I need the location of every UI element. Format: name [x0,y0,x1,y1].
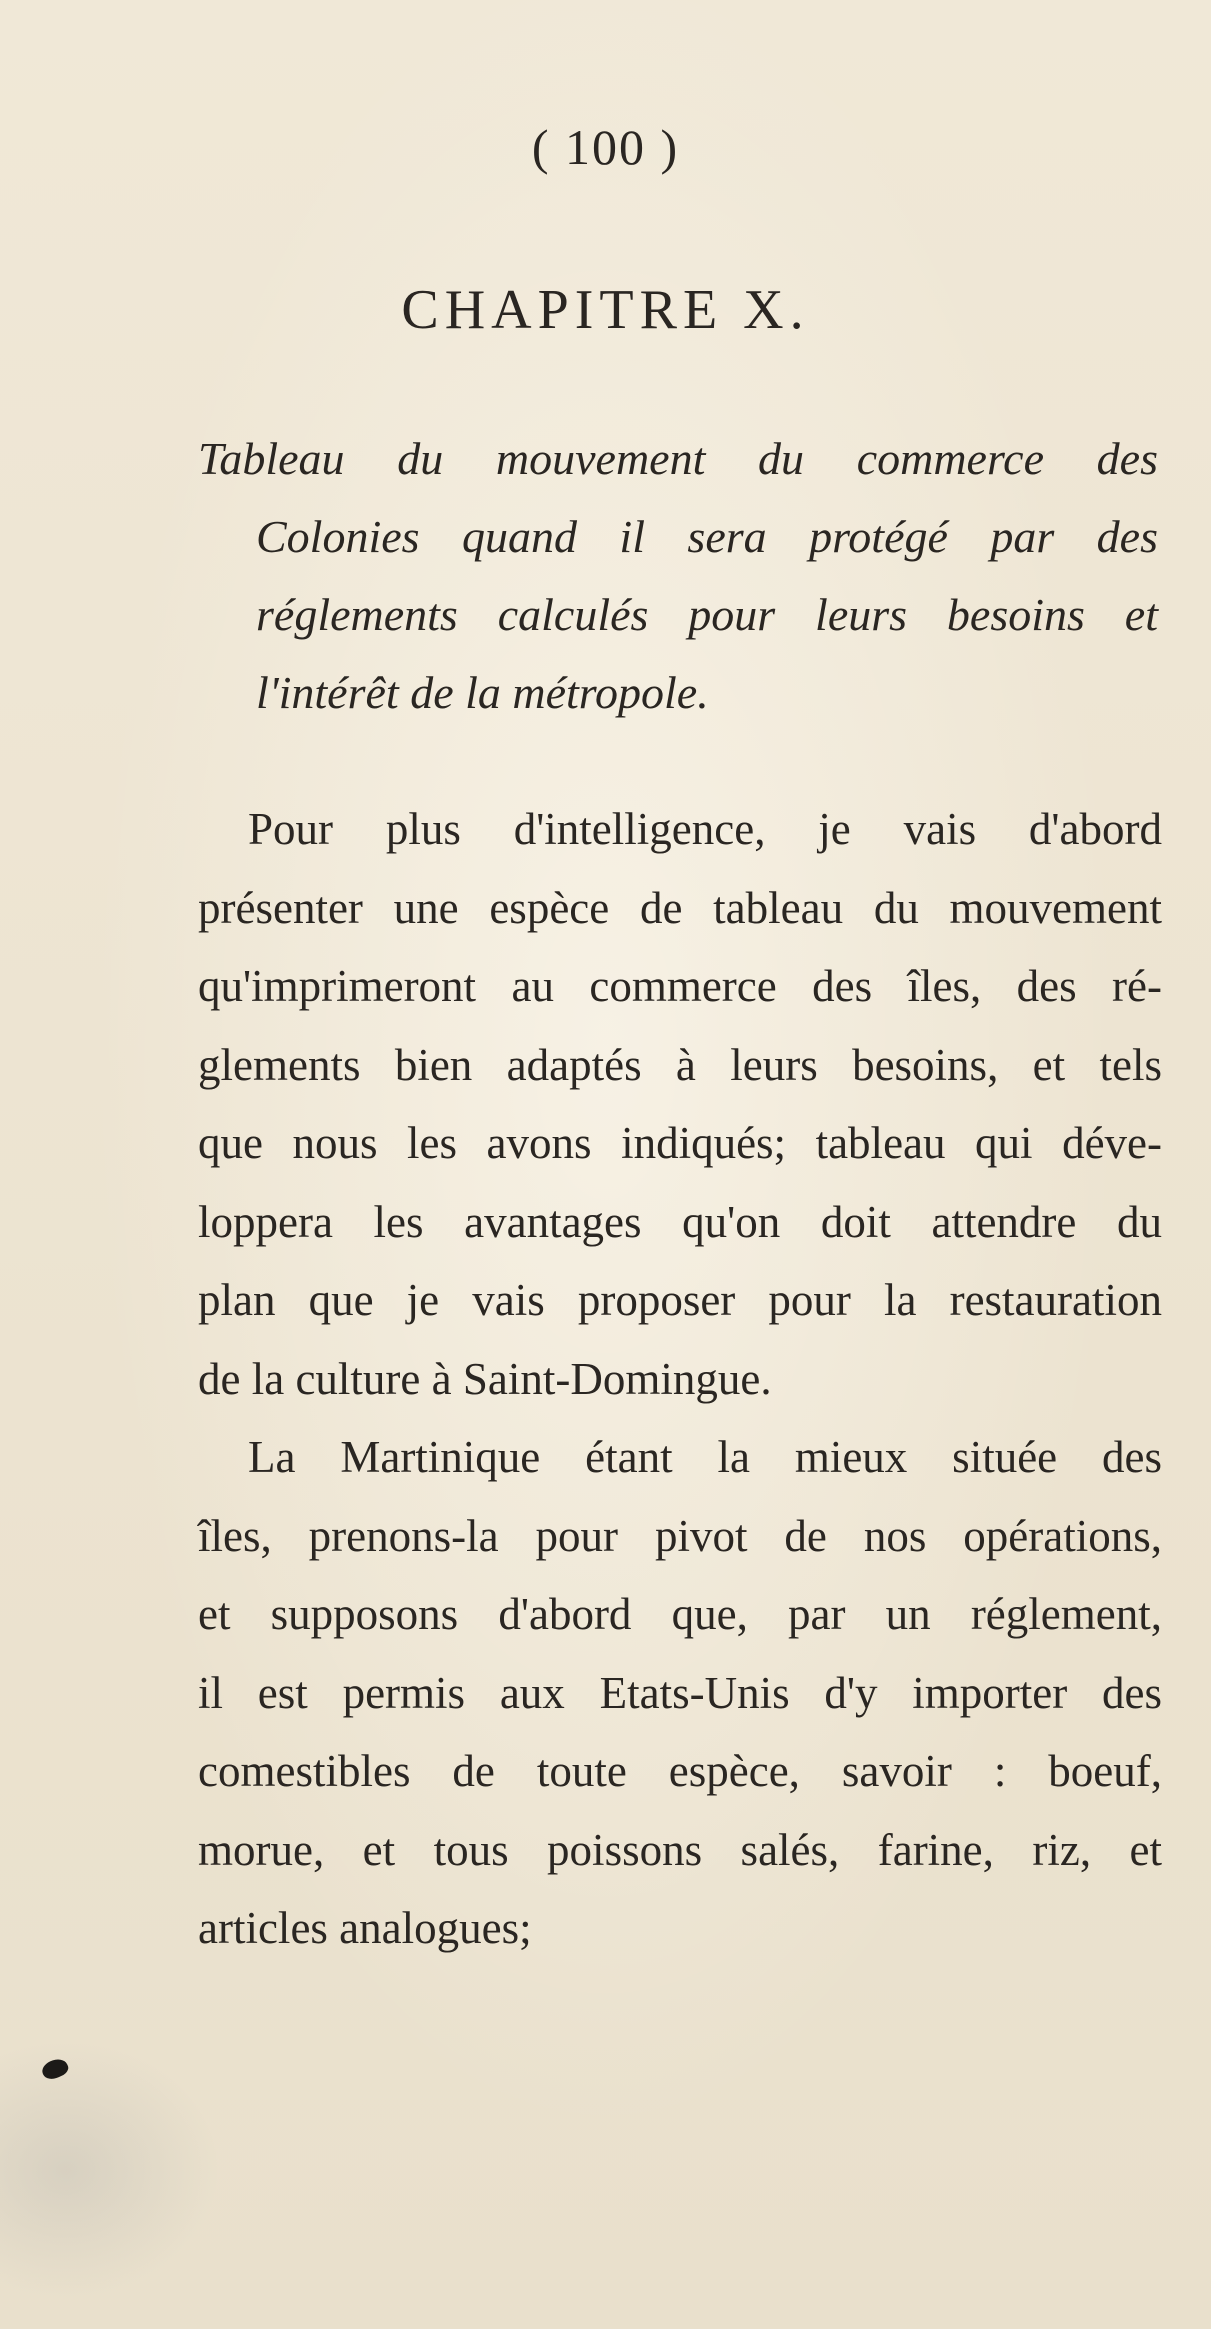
body-line: de la culture à Saint-Domingue. [198,1353,772,1404]
bleed-through-text [250,200,262,253]
body-text [198,790,1162,1968]
caption-line: réglements calculés pour leurs besoins et [256,589,1158,640]
page-number: ( 100 ) [531,119,680,175]
body-line: morue, et tous poissons salés, farine, riz, et [198,1824,1162,1875]
chapter-caption [198,420,1158,732]
body-line: articles analogues; [198,1903,532,1953]
caption-line: Tableau du mouvement du commerce des [198,433,1158,484]
caption-line: Colonies quand il sera protégé par des [256,511,1158,562]
body-line: et supposons d'abord que, par un réglement, [198,1589,1162,1639]
body-line: îles, prenons-la pour pivot de nos opérations, [198,1510,1162,1561]
page-smudge [0,2040,220,2300]
body-line: présenter une espèce de tableau du mouvement [198,882,1162,933]
chapter-title: CHAPITRE X. [401,279,810,341]
body-line: Pour plus d'intelligence, je vais d'abord [248,804,1162,854]
body-line: plan que je vais proposer pour la restauration [198,1275,1162,1325]
body-line: La Martinique étant la mieux située des [248,1432,1162,1482]
body-line: qu'imprimeront au commerce des îles, des ré- [198,961,1162,1011]
caption-line: l'intérêt de la métropole. [256,667,709,718]
body-line: loppera les avantages qu'on doit attendre du [198,1196,1162,1247]
body-line: comestibles de toute espèce, savoir : boeuf, [198,1746,1162,1796]
body-line: que nous les avons indiqués; tableau qui déve- [198,1118,1162,1168]
body-line: glements bien adaptés à leurs besoins, et tels [198,1039,1162,1090]
body-line: il est permis aux Etats-Unis d'y importer des [198,1667,1162,1718]
